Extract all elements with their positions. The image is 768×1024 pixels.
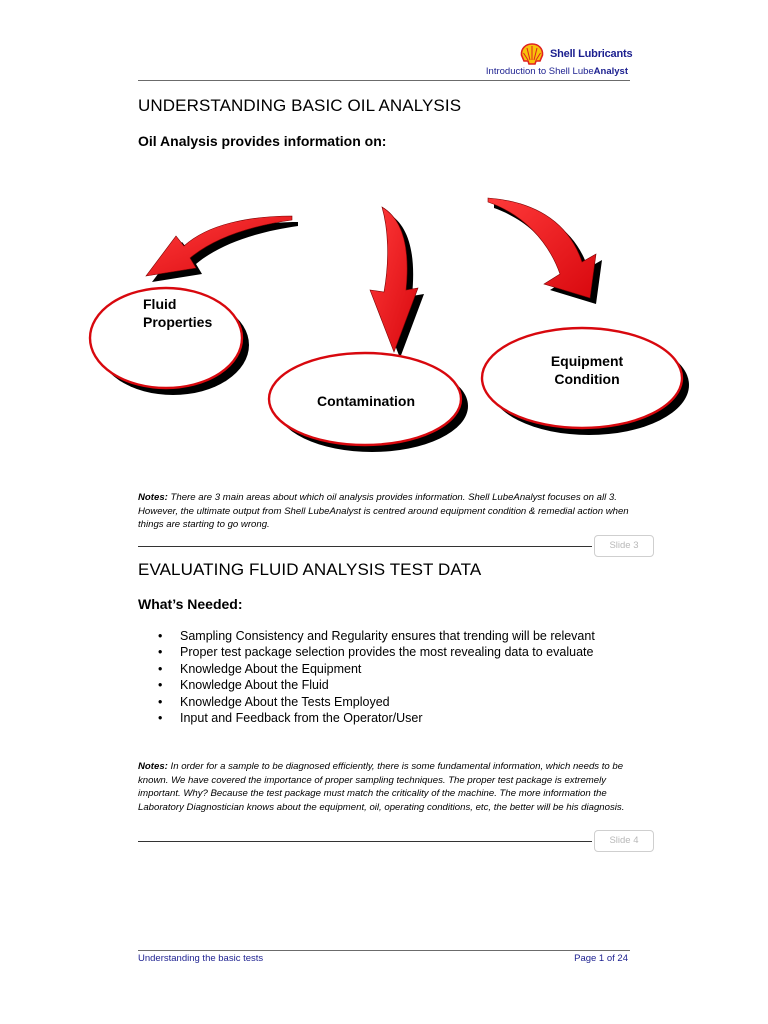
list-item-text: Input and Feedback from the Operator/User (180, 710, 423, 725)
page-number: Page 1 of 24 (574, 953, 628, 964)
header-subtitle-bold: Analyst (593, 66, 628, 77)
section1-subtitle: Oil Analysis provides information on: (138, 133, 387, 149)
fluid-label-line2: Properties (143, 314, 213, 330)
arrow-to-fluid-properties (146, 216, 298, 282)
list-item-text: Sampling Consistency and Regularity ensures that trending will be relevant (180, 629, 595, 643)
section2-notes-text: In order for a sample to be diagnosed efficiently, there is some fundamental information, which needs to be known. We have covered the importance of proper sampling techniques. The proper test package is extremely important. Why? Because the test package must match the criticality of the machine. The more information the Laboratory Diagnostician knows about the equipment, oil, operating conditions, etc, the better will be his diagnosis. (138, 761, 625, 813)
footer-rule (138, 950, 630, 951)
arrow-to-contamination (370, 207, 424, 358)
brand-name: Shell Lubricants (550, 48, 633, 60)
list-item-text: Knowledge About the Equipment (180, 661, 362, 676)
contamination-label: Contamination (317, 393, 415, 409)
bullet-dot: • (158, 678, 163, 693)
slide3-rule (138, 546, 592, 547)
section2-notes-label: Notes: (138, 761, 168, 772)
list-item (140, 694, 595, 710)
fluid-label-line1: Fluid (143, 296, 177, 312)
bullet-dot: • (158, 645, 163, 660)
footer-left: Understanding the basic tests (138, 953, 264, 964)
bullet-dot: • (158, 661, 163, 676)
section1-title: UNDERSTANDING BASIC OIL ANALYSIS (138, 96, 462, 115)
list-item (140, 661, 595, 677)
list-item (140, 710, 595, 726)
header-subtitle-prefix: Introduction to Shell Lube (485, 66, 594, 77)
list-item-text: Knowledge About the Fluid (180, 678, 329, 693)
arrow-to-equipment-condition (488, 198, 602, 304)
slide3-box: Slide 3 (594, 535, 654, 557)
equipment-condition-label (537, 352, 637, 388)
section2-notes (138, 760, 638, 814)
slide4-rule (138, 841, 592, 842)
section2-title: EVALUATING FLUID ANALYSIS TEST DATA (138, 560, 482, 579)
section2-subtitle: What’s Needed: (138, 596, 243, 612)
section1-notes-text: There are 3 main areas about which oil analysis provides information. Shell LubeAnalyst focuses on all 3. However, the ultimate output from Shell LubeAnalyst is centred around equipment condition & remedial action when things are starting to go wrong. (138, 492, 629, 530)
list-item (140, 677, 595, 693)
list-item (140, 628, 595, 644)
list-item (140, 644, 595, 660)
section1-notes-label: Notes: (138, 492, 168, 503)
requirements-list (140, 628, 595, 726)
bullet-dot: • (158, 629, 163, 643)
oil-analysis-diagram (0, 150, 768, 470)
bullet-dot: • (158, 694, 163, 709)
list-item-text: Knowledge About the Tests Employed (180, 694, 390, 709)
list-item-text: Proper test package selection provides the most revealing data to evaluate (180, 645, 594, 660)
header-rule (138, 80, 630, 81)
shell-pecten-logo (520, 43, 544, 65)
equipment-label-line1: Equipment (550, 353, 624, 369)
header-subtitle (480, 66, 628, 77)
slide4-box: Slide 4 (594, 830, 654, 852)
bullet-dot: • (158, 710, 163, 725)
fluid-properties-label (143, 295, 212, 331)
section1-notes (138, 491, 638, 532)
equipment-label-line2: Condition (554, 371, 620, 387)
